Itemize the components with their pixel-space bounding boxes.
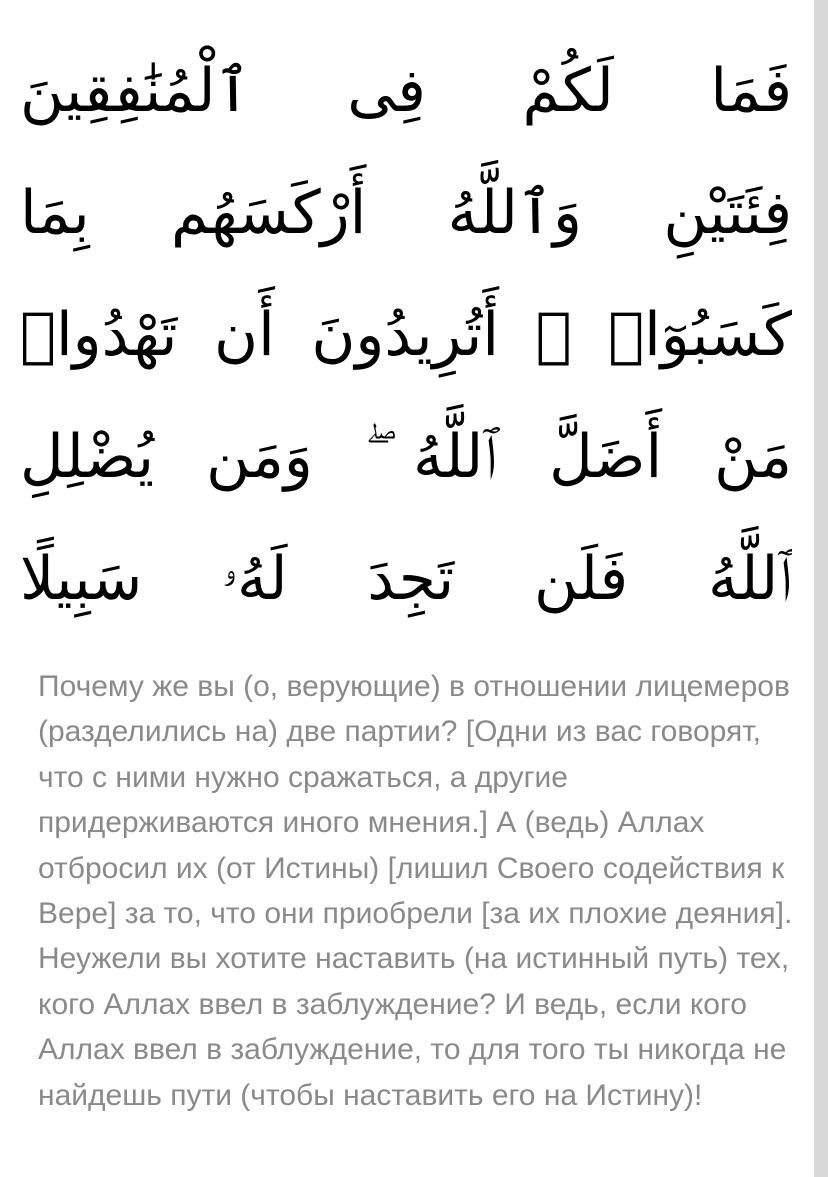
arabic-line-1: فَمَا لَكُمْ فِى ٱلْمُنَٰفِقِينَ xyxy=(20,56,792,126)
arabic-line-5: ٱللَّهُ فَلَن تَجِدَ لَهُۥ سَبِيلًا xyxy=(20,544,792,614)
arabic-verse xyxy=(20,30,792,640)
arabic-line-2: فِئَتَيْنِ وَٱللَّهُ أَرْكَسَهُم بِمَا xyxy=(20,178,792,248)
right-edge-divider xyxy=(814,0,828,1177)
verse-translation: Почему же вы (о, верующие) в отношении лицемеров (разделились на) две партии? [Одни из вас говорят, что с ними нужно сражаться, а другие придерживаются иного мнения.] А (ведь) Аллах отбросил их (от Истины) [лишил Своего содействия к Вере] за то, что они приобрели [за их плохие деяния]. Неужели вы хотите наставить (на истинный путь) тех, кого Аллах ввел в заблуждение? И ведь, если кого Аллах ввел в заблуждение, то для того ты никогда не найдешь пути (чтобы наставить его на Истину)! xyxy=(38,670,793,1112)
arabic-line-3: كَسَبُوٓا۟ ۚ أَتُرِيدُونَ أَن تَهْدُوا۟ xyxy=(20,300,792,370)
arabic-line-4: مَنْ أَضَلَّ ٱللَّهُ ۖ وَمَن يُضْلِلِ xyxy=(20,422,792,492)
